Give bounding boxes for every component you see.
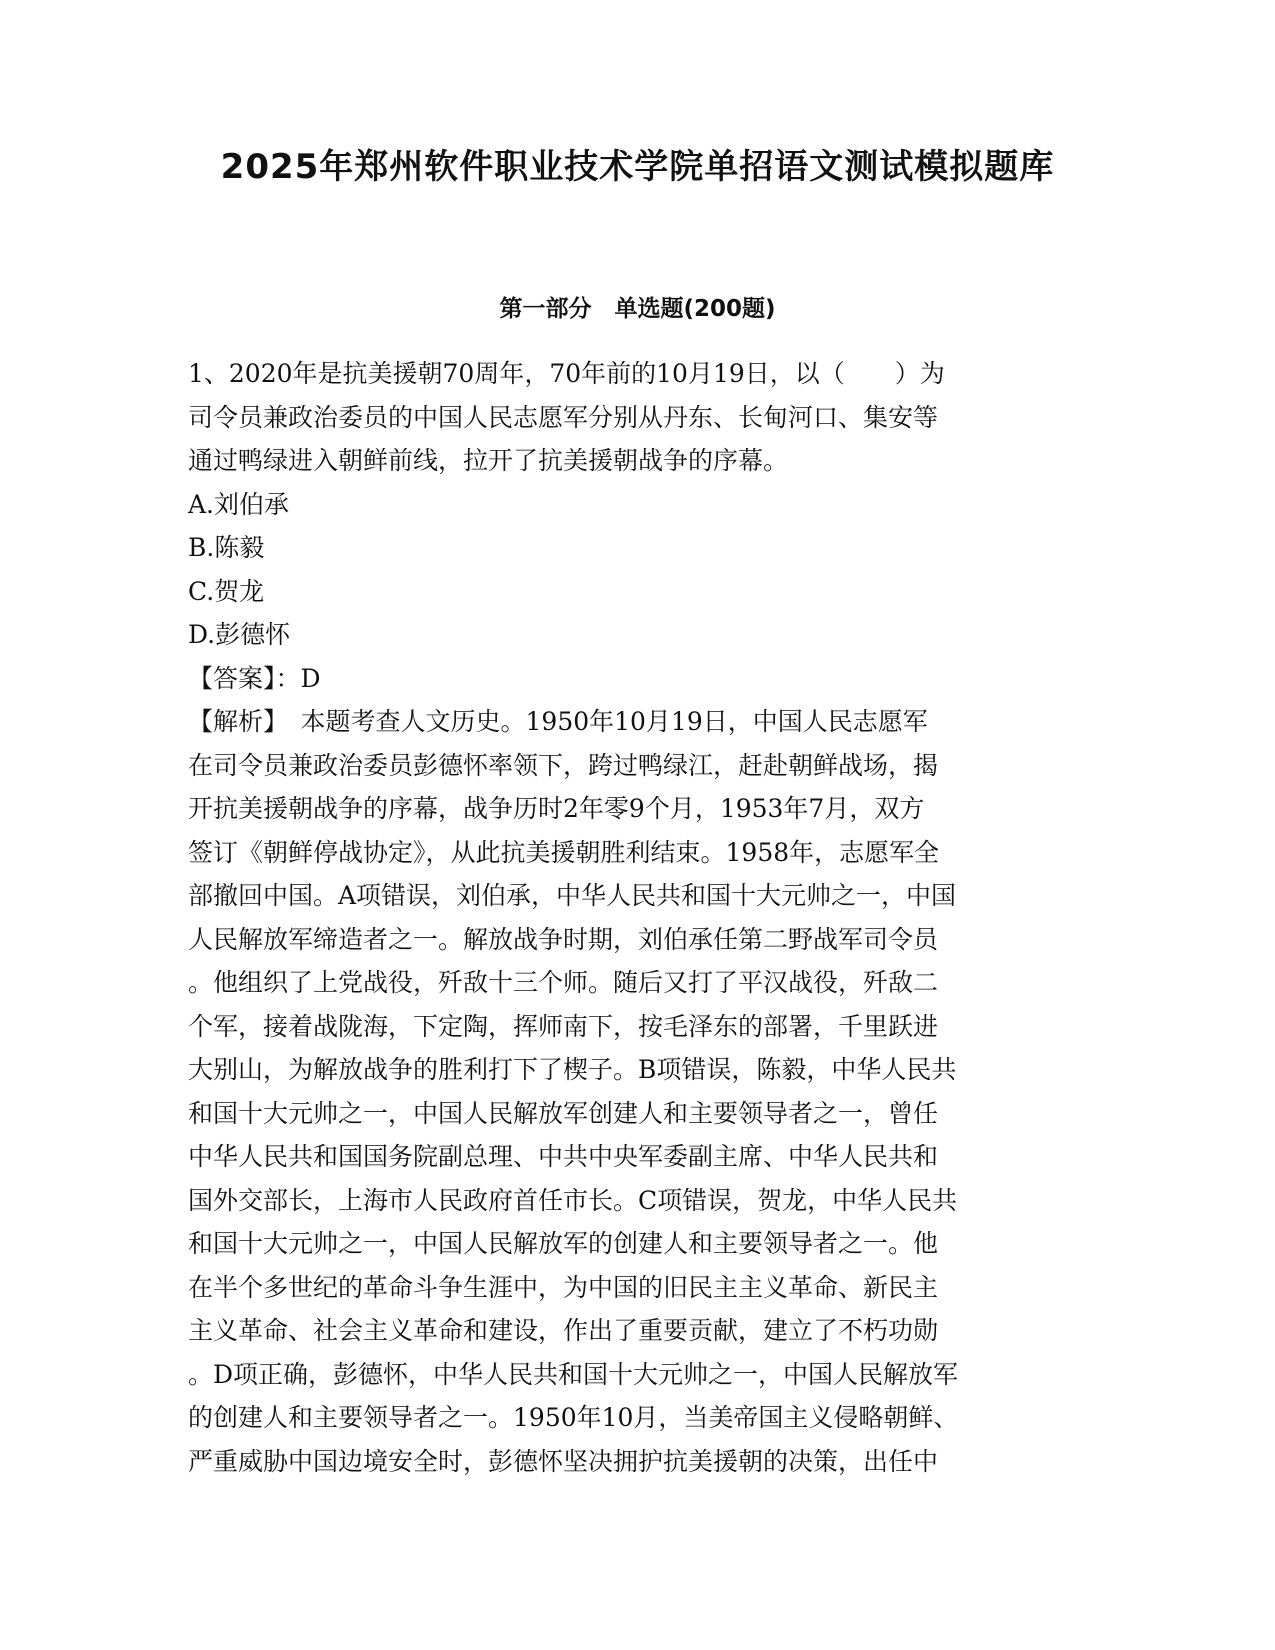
page-title: 2025年郑州软件职业技术学院单招语文测试模拟题库	[220, 147, 1055, 187]
analysis-line: 。D项正确，彭德怀，中华人民共和国十大元帅之一，中国人民解放军	[188, 1359, 959, 1389]
analysis-line: 开抗美援朝战争的序幕，战争历时2年零9个月，1953年7月，双方	[188, 794, 925, 823]
analysis-line: 大别山，为解放战争的胜利打下了楔子。B项错误，陈毅，中华人民共	[188, 1055, 957, 1084]
analysis-line: 的创建人和主要领导者之一。1950年10月，当美帝国主义侵略朝鲜、	[188, 1403, 959, 1432]
analysis-line: 严重威胁中国边境安全时，彭德怀坚决拥护抗美援朝的决策，出任中	[188, 1446, 939, 1476]
analysis-line: 个军，接着战陇海，下定陶，挥师南下，按毛泽东的部署，千里跃进	[188, 1011, 939, 1041]
analysis-line: 中华人民共和国国务院副总理、中共中央军委副主席、中华人民共和	[188, 1142, 939, 1171]
option-c: C.贺龙	[188, 576, 265, 606]
question-block	[188, 352, 1088, 1483]
analysis-line: 签订《朝鲜停战协定》，从此抗美援朝胜利结束。1958年，志愿军全	[188, 837, 940, 867]
analysis-line: 人民解放军缔造者之一。解放战争时期，刘伯承任第二野战军司令员	[188, 924, 939, 954]
analysis-line: 部撤回中国。A项错误，刘伯承，中华人民共和国十大元帅之一，中国	[188, 881, 957, 910]
question-stem-line: 通过鸭绿进入朝鲜前线，拉开了抗美援朝战争的序幕。	[188, 446, 789, 475]
analysis-line: 。他组织了上党战役，歼敌十三个师。随后又打了平汉战役，歼敌二	[188, 968, 939, 997]
analysis-line: 【解析】 本题考查人文历史。1950年10月19日，中国人民志愿军	[188, 707, 928, 736]
analysis-line: 在半个多世纪的革命斗争生涯中，为中国的旧民主主义革命、新民主	[188, 1272, 939, 1302]
analysis-line: 主义革命、社会主义革命和建设，作出了重要贡献，建立了不朽功勋	[188, 1316, 939, 1345]
option-a: A.刘伯承	[188, 489, 290, 519]
analysis-line: 和国十大元帅之一，中国人民解放军的创建人和主要领导者之一。他	[188, 1229, 939, 1258]
answer-line: 【答案】：D	[188, 663, 321, 693]
question-stem-line: 司令员兼政治委员的中国人民志愿军分别从丹东、长甸河口、集安等	[188, 402, 939, 432]
question-stem-line: 1、2020年是抗美援朝70周年，70年前的10月19日，以（ ）为	[188, 359, 945, 388]
option-b: B.陈毅	[188, 533, 265, 562]
analysis-line: 和国十大元帅之一，中国人民解放军创建人和主要领导者之一，曾任	[188, 1098, 939, 1128]
option-d: D.彭德怀	[188, 620, 291, 649]
analysis-line: 在司令员兼政治委员彭德怀率领下，跨过鸭绿江，赶赴朝鲜战场，揭	[188, 750, 939, 780]
section-heading: 第一部分 单选题(200题)	[499, 296, 776, 322]
analysis-line: 国外交部长，上海市人民政府首任市长。C项错误，贺龙，中华人民共	[188, 1185, 958, 1215]
